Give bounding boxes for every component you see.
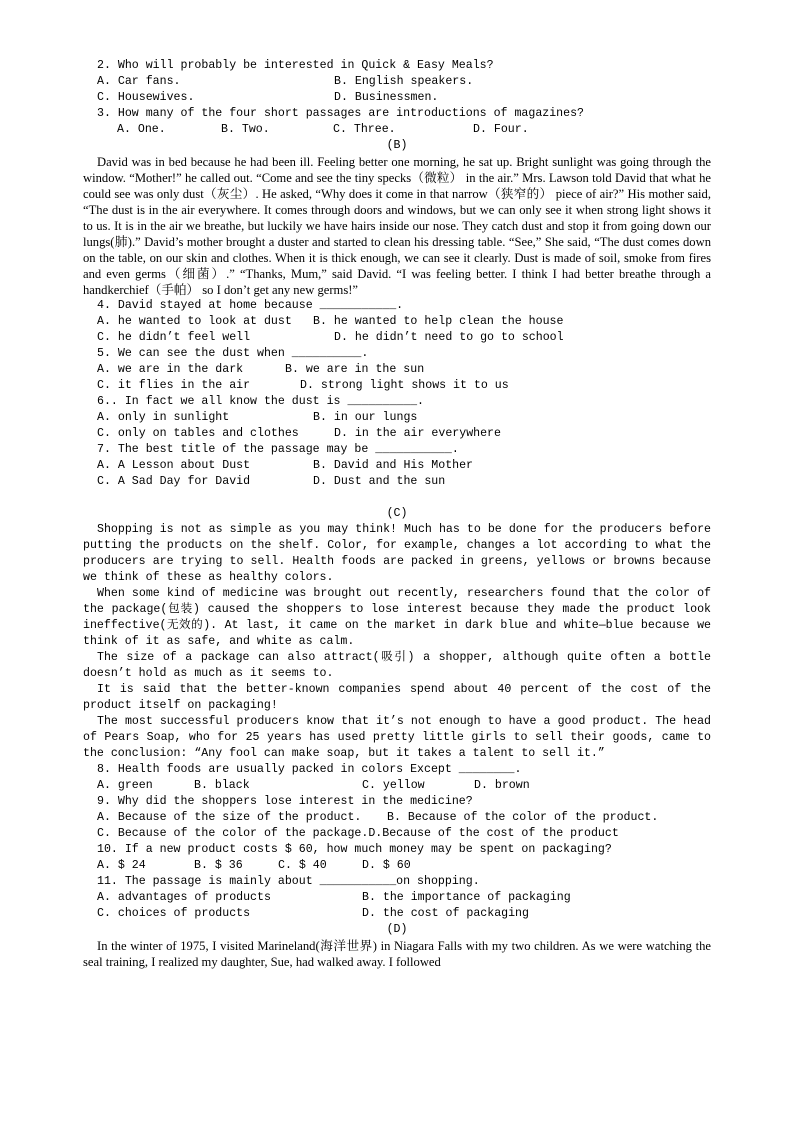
- section-d-heading: (D): [386, 923, 408, 936]
- option-c: C. Three.: [333, 123, 396, 136]
- question-8: 8. Health foods are usually packed in colors Except ________.: [97, 763, 522, 776]
- option-b: B. $ 36: [194, 859, 243, 872]
- question-9: 9. Why did the shoppers lose interest in the medicine?: [97, 795, 473, 808]
- option-c: C. Because of the color of the package.: [97, 827, 369, 840]
- spacer: [83, 490, 711, 506]
- question-5-options-row-1: [83, 362, 711, 378]
- option-a: A. One.: [117, 123, 166, 136]
- question-4: 4. David stayed at home because ___________.: [97, 299, 404, 312]
- question-6: 6.. In fact we all know the dust is __________.: [97, 395, 424, 408]
- option-a: A. Because of the size of the product.: [97, 811, 362, 824]
- question-8-options: [83, 778, 711, 794]
- option-b: B. the importance of packaging: [362, 891, 571, 904]
- passage-b: David was in bed because he had been ill. Feeling better one morning, he sat up. Bright sunlight was going through the window. “Mother!” he called out. “Come and see the tiny specks（微粒） in the air.” Mrs. Lawson told David that what he could see was only dust（灰尘）. He asked, “Why does it come in that narrow（狭窄的） piece of air?” His mother said, “The dust is in the air everywhere. It comes through doors and windows, but we can only see it when strong light shows it to us. It is in the air we breathe, but luckily we have hairs inside our nose. They catch dust and stop it from going down our lungs(肺).” David’s mother brought a duster and started to clean his dressing table. “See,” She said, “The dust comes down on the table, on our skin and clothes. When it is thick enough, we can see it clearly. Dust is made of soil, smoke from fires and even germs（细菌）.” “Thanks, Mum,” said David. “I was feeling better. I think I had better breathe through a handkerchief（手帕） so I don’t get any new germs!”: [83, 155, 711, 297]
- question-3-options: [83, 122, 711, 138]
- option-d: D. Businessmen.: [334, 91, 439, 104]
- option-c: C. it flies in the air: [97, 379, 251, 392]
- option-a: A. green: [97, 779, 153, 792]
- option-d: D. Dust and the sun: [313, 475, 446, 488]
- option-d: D. the cost of packaging: [362, 907, 529, 920]
- option-a: A. we are in the dark: [97, 363, 244, 376]
- passage-c-paragraph-5: The most successful producers know that it’s not enough to have a good product. The head of Pears Soap, who for 25 years has used pretty little girls to sell their goods, came to the conclusion: “Any fool can make soap, but it takes a talent to sell it.”: [83, 715, 711, 760]
- question-6-options-row-1: [83, 410, 711, 426]
- question-10: 10. If a new product costs $ 60, how much money may be spent on packaging?: [97, 843, 612, 856]
- option-d: D. $ 60: [362, 859, 411, 872]
- option-a: A. A Lesson about Dust: [97, 459, 251, 472]
- question-6-options-row-2: [83, 426, 711, 442]
- option-d: D. Four.: [473, 123, 529, 136]
- option-b: B. English speakers.: [334, 75, 474, 88]
- option-b: B. black: [194, 779, 250, 792]
- option-a: A. only in sunlight: [97, 411, 230, 424]
- option-b: B. he wanted to help clean the house: [313, 315, 564, 328]
- option-c: C. only on tables and clothes: [97, 427, 299, 440]
- question-2-options-row-1: [83, 74, 711, 90]
- question-11: 11. The passage is mainly about ___________on shopping.: [97, 875, 480, 888]
- option-c: C. A Sad Day for David: [97, 475, 251, 488]
- question-11-options-row-1: [83, 890, 711, 906]
- option-c: C. $ 40: [278, 859, 327, 872]
- question-4-options-row-1: [83, 314, 711, 330]
- option-b: B. David and His Mother: [313, 459, 474, 472]
- option-c: C. he didn’t feel well: [97, 331, 251, 344]
- question-3: 3. How many of the four short passages are introductions of magazines?: [97, 107, 585, 120]
- option-b: B. Two.: [221, 123, 270, 136]
- option-b: B. in our lungs: [313, 411, 418, 424]
- question-9-options-row-1: [83, 810, 711, 826]
- option-a: A. advantages of products: [97, 891, 271, 904]
- question-7-options-row-1: [83, 458, 711, 474]
- question-7: 7. The best title of the passage may be ___________.: [97, 443, 459, 456]
- passage-c-paragraph-2: When some kind of medicine was brought out recently, researchers found that the color of the package(包装) caused the shoppers to lose interest because they made the product look ineffective(无效的). At last, it came on the market in dark blue and white—blue because we think of it as safe, and white as calm.: [83, 587, 711, 648]
- question-5-options-row-2: [83, 378, 711, 394]
- passage-c-paragraph-1: Shopping is not as simple as you may think! Much has to be done for the producers before putting the products on the shelf. Color, for example, changes a lot according to what the producers are trying to sell. Health foods are packed in greens, yellows or browns because we think of these as healthy colors.: [83, 523, 711, 584]
- question-2: 2. Who will probably be interested in Quick & Easy Meals?: [97, 59, 494, 72]
- passage-d-paragraph-1: In the winter of 1975, I visited Marineland(海洋世界) in Niagara Falls with my two children. As we were watching the seal training, I realized my daughter, Sue, had walked away. I followed: [83, 939, 711, 969]
- question-9-options-row-2: [83, 826, 711, 842]
- section-c-heading: (C): [386, 507, 408, 520]
- option-a: A. $ 24: [97, 859, 146, 872]
- question-7-options-row-2: [83, 474, 711, 490]
- option-a: A. Car fans.: [97, 75, 181, 88]
- question-5: 5. We can see the dust when __________.: [97, 347, 369, 360]
- option-b: B. Because of the color of the product.: [387, 811, 659, 824]
- question-10-options: [83, 858, 711, 874]
- option-b: B. we are in the sun: [285, 363, 425, 376]
- option-d: D. strong light shows it to us: [300, 379, 509, 392]
- passage-c-paragraph-3: The size of a package can also attract(吸引) a shopper, although quite often a bottle doesn’t hold as much as it seems to.: [83, 651, 711, 680]
- exam-page: [83, 58, 711, 970]
- question-11-options-row-2: [83, 906, 711, 922]
- option-d: D. in the air everywhere: [334, 427, 501, 440]
- option-c: C. choices of products: [97, 907, 251, 920]
- question-2-options-row-2: [83, 90, 711, 106]
- option-d: D.Because of the cost of the product: [368, 827, 619, 840]
- section-b-heading: (B): [386, 139, 408, 152]
- option-c: C. yellow: [362, 779, 425, 792]
- question-4-options-row-2: [83, 330, 711, 346]
- option-c: C. Housewives.: [97, 91, 195, 104]
- passage-c-paragraph-4: It is said that the better-known companies spend about 40 percent of the cost of the product itself on packaging!: [83, 683, 711, 712]
- option-d: D. he didn’t need to go to school: [334, 331, 564, 344]
- option-d: D. brown: [474, 779, 530, 792]
- option-a: A. he wanted to look at dust: [97, 315, 292, 328]
